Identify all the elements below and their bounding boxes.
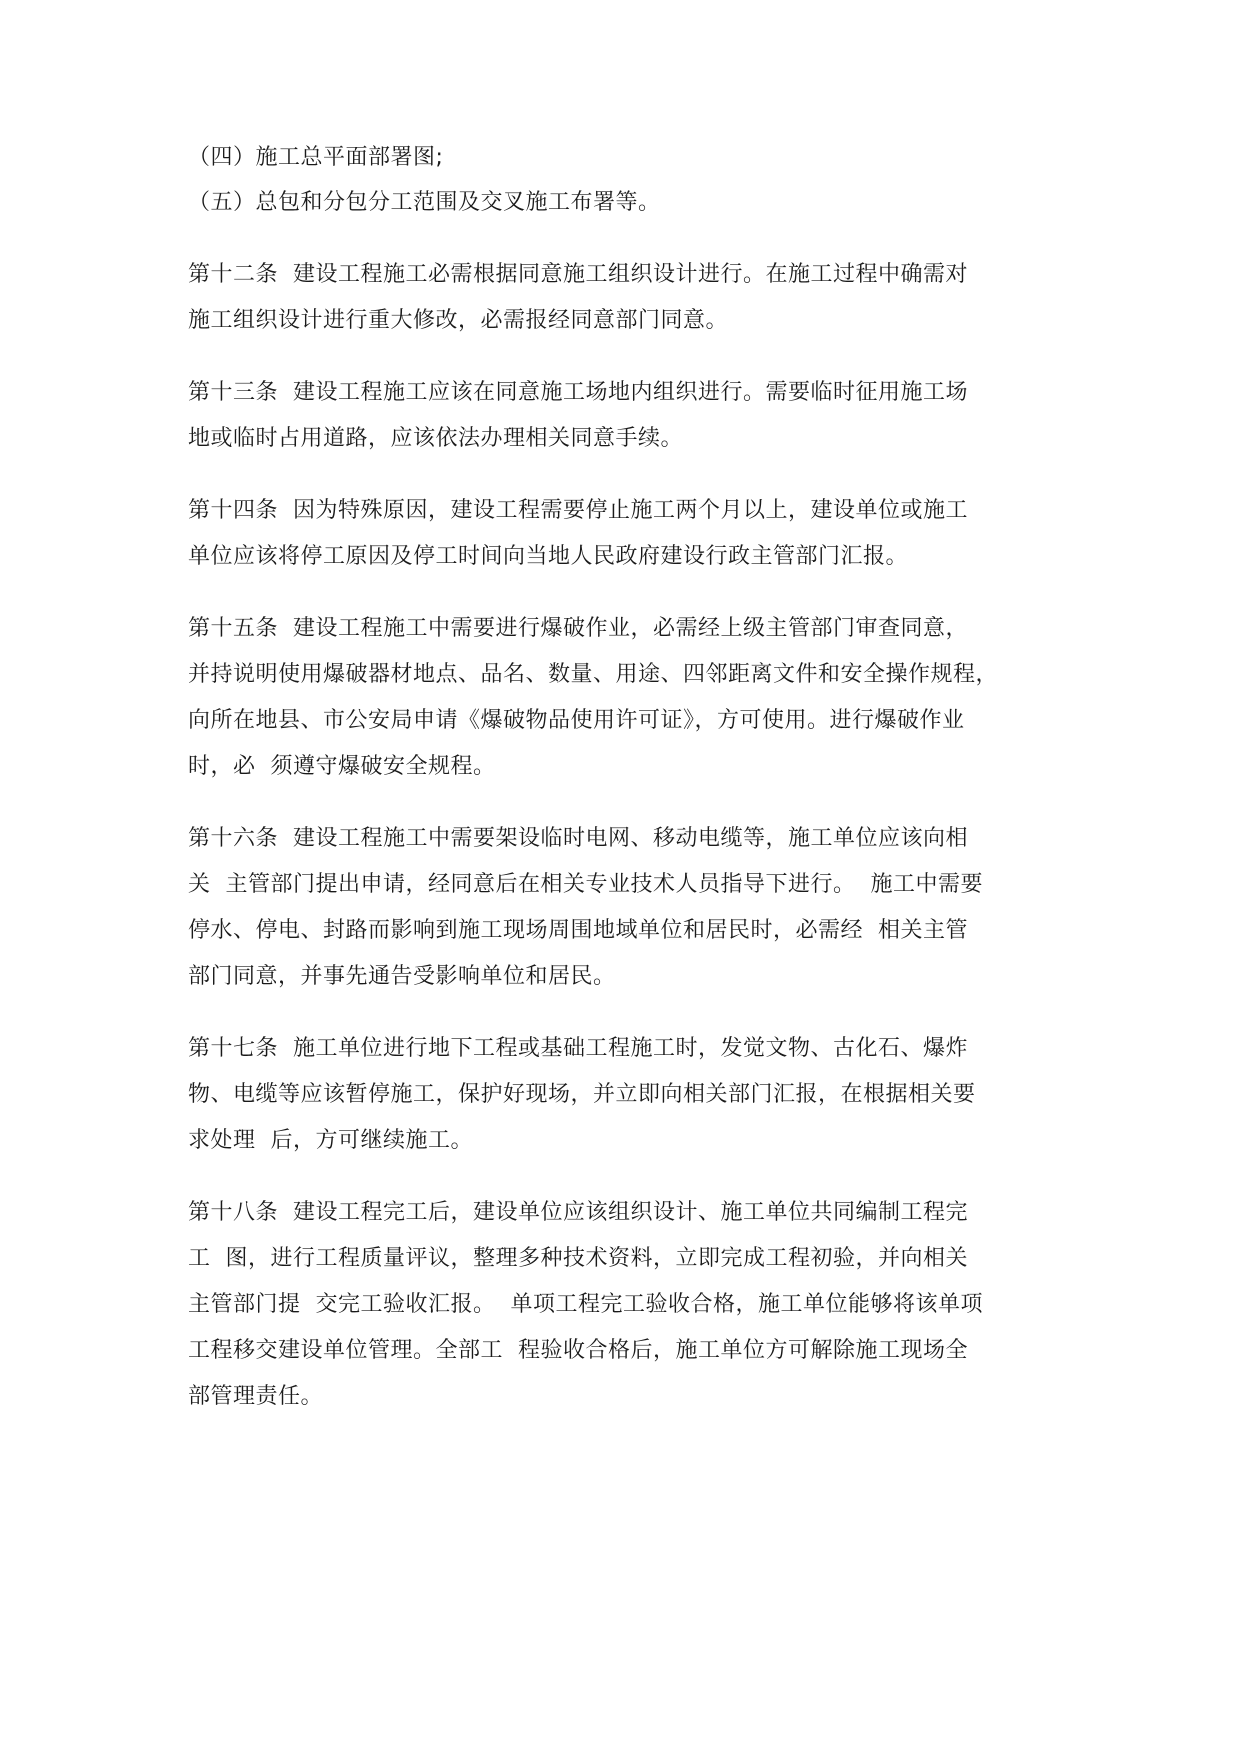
article-15-line-2: 并持说明使用爆破器材地点、品名、数量、用途、四邻距离文件和安全操作规程， bbox=[188, 662, 999, 687]
article-18-line-3: 主管部门提 交完工验收汇报。 单项工程完工验收合格，施工单位能够将该单项 bbox=[188, 1292, 983, 1317]
item-4-line-1: （四）施工总平面部署图; bbox=[188, 145, 444, 170]
article-12-line-2: 施工组织设计进行重大修改，必需报经同意部门同意。 bbox=[188, 308, 729, 333]
article-18-line-4: 工程移交建设单位管理。全部工 程验收合格后，施工单位方可解除施工现场全 bbox=[188, 1338, 968, 1363]
article-14-line-1: 第十四条 因为特殊原因，建设工程需要停止施工两个月以上，建设单位或施工 bbox=[188, 498, 968, 523]
item-5-line-1: （五）总包和分包分工范围及交叉施工布署等。 bbox=[188, 190, 661, 215]
article-18-line-5: 部管理责任。 bbox=[188, 1384, 324, 1409]
article-15-line-3: 向所在地县、市公安局申请《爆破物品使用许可证》，方可使用。进行爆破作业 bbox=[188, 708, 965, 733]
article-17-line-2: 物、电缆等应该暂停施工，保护好现场，并立即向相关部门汇报，在根据相关要 bbox=[188, 1082, 976, 1107]
article-13-line-2: 地或临时占用道路，应该依法办理相关同意手续。 bbox=[188, 426, 684, 451]
article-15-line-4: 时，必 须遵守爆破安全规程。 bbox=[188, 754, 496, 779]
article-16-line-1: 第十六条 建设工程施工中需要架设临时电网、移动电缆等，施工单位应该向相 bbox=[188, 826, 968, 851]
article-14-line-2: 单位应该将停工原因及停工时间向当地人民政府建设行政主管部门汇报。 bbox=[188, 544, 909, 569]
article-18-line-1: 第十八条 建设工程完工后，建设单位应该组织设计、施工单位共同编制工程完 bbox=[188, 1200, 968, 1225]
article-18-line-2: 工 图，进行工程质量评议，整理多种技术资料，立即完成工程初验，并向相关 bbox=[188, 1246, 968, 1271]
article-16-line-3: 停水、停电、封路而影响到施工现场周围地域单位和居民时，必需经 相关主管 bbox=[188, 918, 968, 943]
article-13-line-1: 第十三条 建设工程施工应该在同意施工场地内组织进行。需要临时征用施工场 bbox=[188, 380, 968, 405]
article-12-line-1: 第十二条 建设工程施工必需根据同意施工组织设计进行。在施工过程中确需对 bbox=[188, 262, 968, 287]
article-15-line-1: 第十五条 建设工程施工中需要进行爆破作业，必需经上级主管部门审查同意， bbox=[188, 616, 968, 641]
article-17-line-1: 第十七条 施工单位进行地下工程或基础工程施工时，发觉文物、古化石、爆炸 bbox=[188, 1036, 968, 1061]
article-16-line-2: 关 主管部门提出申请，经同意后在相关专业技术人员指导下进行。 施工中需要 bbox=[188, 872, 983, 897]
article-17-line-3: 求处理 后，方可继续施工。 bbox=[188, 1128, 473, 1153]
article-16-line-4: 部门同意，并事先通告受影响单位和居民。 bbox=[188, 964, 616, 989]
